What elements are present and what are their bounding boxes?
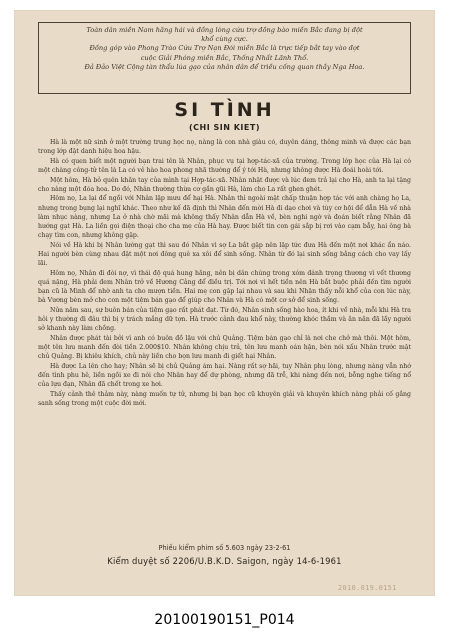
paragraph: Hôm nọ, La lại để ngồi với Nhân lập mưu để hại Hà. Nhân thì ngoài mặt chấp thuận hợp tác với anh chàng họ La, nhưng trong bụng lại nghĩ khác. Theo như kế đã định thì Nhân đến mời Hà đi dạo chơi và tùy cơ hội để dẫn Hà về nhà làm nhục nàng, nhưng La ở nhà chờ mãi mà không thấy Nhân dẫn Hà về, bèn nghi ngờ và đoán biết rằng Nhân đã hướng gạt Hà. La liền gọi điện thoại cho cha mẹ của Hà hay. Được biết tin con gái sắp bị rơi vào cạm bẫy, hai ông bà chạy tìm con, nhưng không gặp. [38, 195, 411, 240]
paragraph: Nói về Hà khi bị Nhân lường gạt thì sau đó Nhân vì sợ La bắt gặp nên lập tức đưa Hà đến một nơi khác ẩn náo. Hai người bèn cùng nhau đặt một nơi đông quê xa xôi để sinh sống. Nhân từ đó lại sinh sống bằng cách cho vay lấy lãi. [38, 241, 411, 268]
page-subtitle: (CHI SIN KIET) [189, 123, 260, 132]
paragraph: Hà được La lên cho hay; Nhân sẽ bị chủ Quảng ám hại. Nàng rất sợ hãi, tuy Nhân phụ lòng, nhưng nàng vẫn nhớ đến tình phu hê, liền ngồi xe đi nói cho Nhân hay để dự phòng, nhưng đã trễ, khi nàng đến nơi, bỗng nghe tiếng nổ của lựu đạn, Nhân đã chết trong xe hơi. [38, 362, 411, 389]
paragraph: Nhân được phát tài bởi vì anh có buôn đồ lậu với chủ Quảng. Tiệm bán gạo chỉ là nơi che chở mà thôi. Một hôm, một tên lưu manh đến đòi tiền 2.000$10. Nhân không chịu trả, tên lưu manh oán hận, bèn nói xấu Nhân trước mặt chủ Quảng. Bị khiêu khích, chủ này liền cho bọn lưu manh đi giết hại Nhân. [38, 334, 411, 361]
paragraph: Hôm nọ, Nhân đi đòi nợ, vì thái độ quá hung hăng, nên bị dân chúng trong xóm đánh trọng thương vì vết thương quá nặng, Hà phải đem Nhân trở về Hương Cảng để điều trị. Tới nơi vì hết tiền nên Hà bắt buộc phải đến tìm người bạn cũ là Minh để nhờ anh ta cho mượn tiền. Hai mẹ con gặp lại nhau và sau khi Nhận thấy nỗi khổ của con lúc này, bà Vương bèn mở cho con một tiệm bán gạo để giúp cho Nhân và Hà có một cơ sở để sinh sống. [38, 269, 411, 305]
paragraph: Thấy cảnh thê thảm này, nàng muốn tự tử, nhưng bị bạn học cũ khuyên giải và khuyên khích nàng phải cố gắng sanh sống trong một cuộc đời mới. [38, 390, 411, 407]
archive-stamp: 2010.019.0151 [338, 584, 397, 592]
slogan-line: Toàn dân miền Nam hăng hái và đồng lòng cứu trợ đồng bào miền Bắc đang bị đột [86, 26, 363, 34]
image-caption: 20100190151_P014 [154, 612, 295, 628]
synopsis-body [38, 138, 411, 409]
slogan-box [38, 22, 411, 94]
paragraph: Hà có quen biết một người bạn trai tên là Nhân, phục vụ tại hợp-tác-xã của trường. Trong lớp học của Hà lại có một chàng công-tử tên là La có vẻ hào hoa phong nhã thường để ý tới Hà, nhưng không được Hà đoái hoài tới. [38, 157, 411, 174]
paragraph: Một hôm, Hà bỏ quên khăn tay của mình tại Hợp-tác-xã. Nhân nhặt được và lúc đem trả lại cho Hà, anh ta lại tặng cho nàng một đóa hoa. Do đó, Nhân thường thừa cơ gần gũi Hà, làm cho La rất ghen ghét. [38, 176, 411, 193]
page-title: SI TÌNH [174, 99, 275, 121]
slogan-line: khổ cùng cực. [201, 35, 248, 44]
censorship-line: Kiểm duyệt số 2206/U.B.K.D. Saigon, ngày 14-6-1961 [107, 556, 342, 566]
slogan-line: cuộc Giải Phóng miền Bắc, Thống Nhất Lãnh Thổ. [140, 53, 309, 62]
permit-number: Phiếu kiểm phim số 5.603 ngày 23-2-61 [158, 544, 291, 552]
paragraph: Hà là một nữ sinh ở một trường trung học nọ, nàng là con nhà giàu có, duyên dáng, thông minh và được các bạn trong lớp đặt danh hiệu hoa hậu. [38, 139, 411, 156]
paragraph: Nửa năm sau, sự buôn bán của tiệm gạo rất phát đạt. Từ đó, Nhân sinh sống hào hoa, ít khi về nhà, mỗi khi Hà tra hỏi y thường đi đâu thì bị y trách mắng dữ tợn. Hà trước cảnh đau khổ này, thường khóc thầm và ăn năn đã lầy người sở khanh này làm chồng. [38, 306, 411, 333]
slogan-line: Đồng góp vào Phong Trào Cứu Trợ Nạn Đói miền Bắc là trực tiếp bắt tay vào đợt [89, 44, 360, 53]
slogan-line: Đả Đảo Việt Cộng tàn thẩu lúa gạo của nhân dân để triều cống quan thầy Nga Hoa. [84, 62, 365, 71]
